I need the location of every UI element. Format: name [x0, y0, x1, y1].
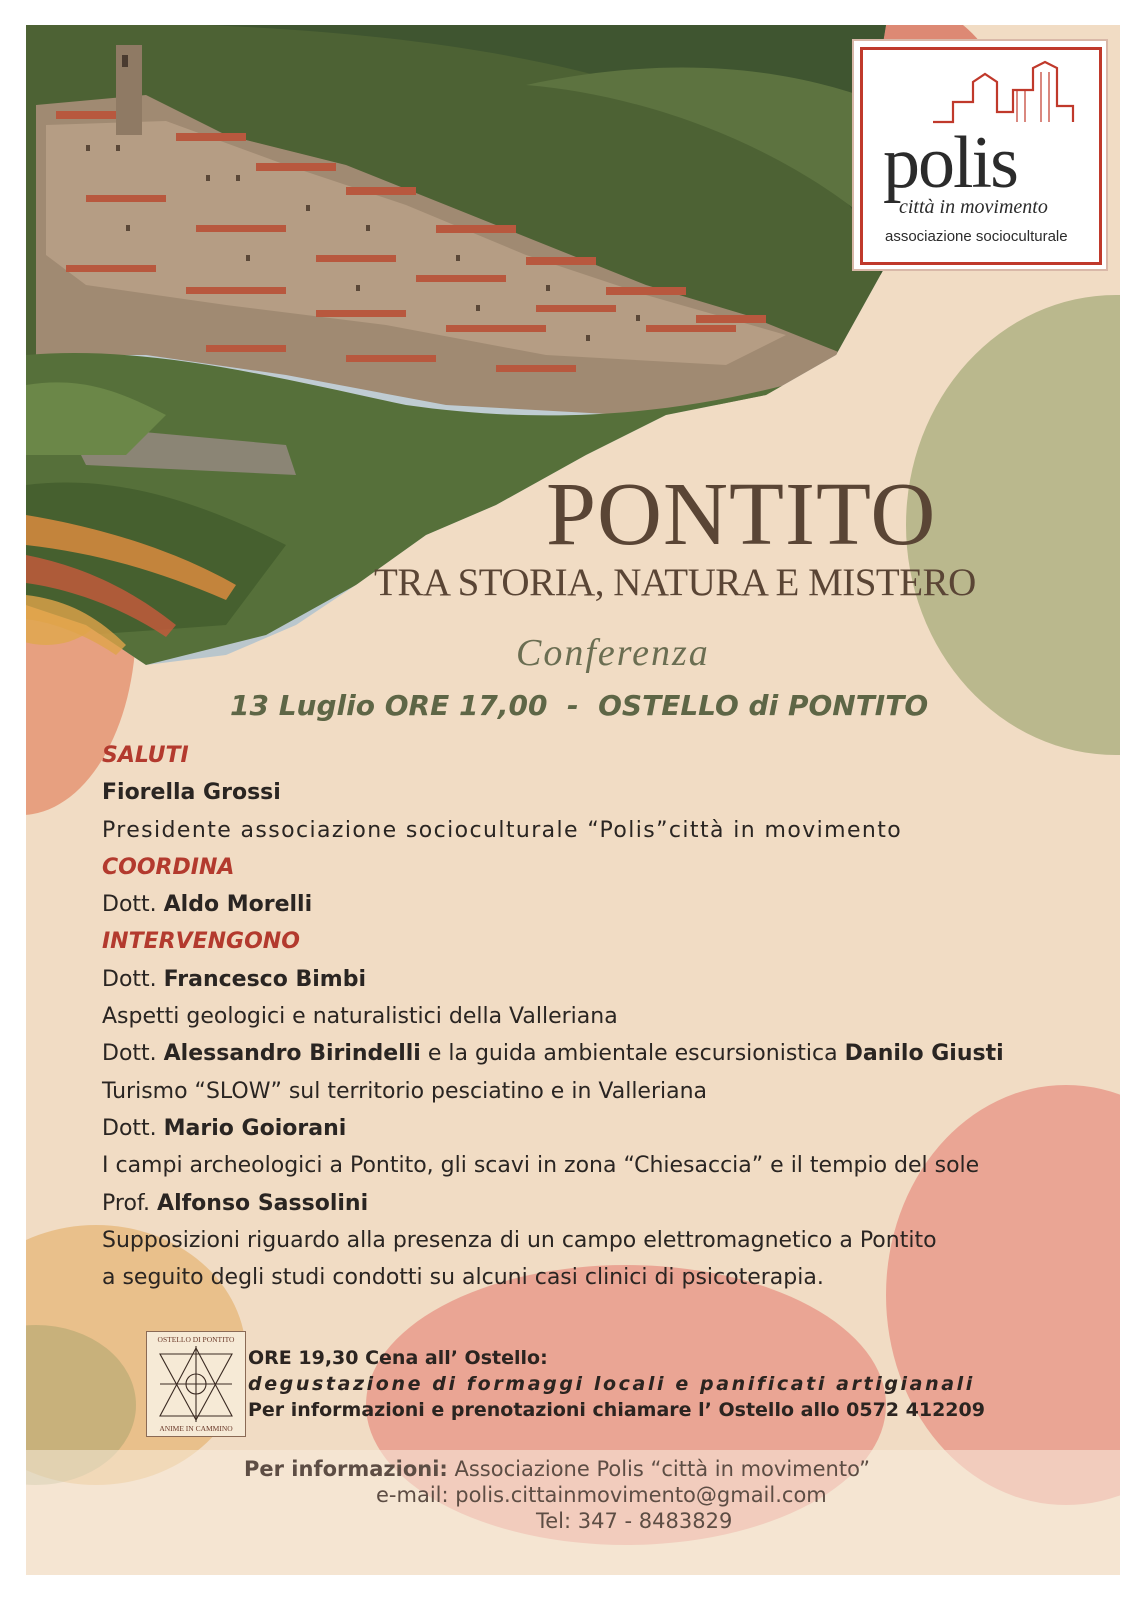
program-line [102, 1110, 1102, 1147]
speaker-name: Fiorella Grossi [102, 780, 281, 806]
talk-topic: Aspetti geologici e naturalistici della Valleriana [102, 1004, 618, 1030]
dinner-menu: degustazione di formaggi locali e panificati artigianali [248, 1373, 975, 1395]
program-line [102, 1035, 1102, 1072]
polis-wordmark: polis [883, 122, 1017, 204]
poster-title: PONTITO [546, 465, 937, 564]
honorific: Dott. [102, 966, 164, 992]
poster [26, 25, 1120, 1575]
footer-email: e-mail: polis.cittainmovimento@gmail.com [376, 1483, 827, 1507]
program-list [102, 737, 1102, 1296]
honorific: Dott. [102, 1041, 164, 1067]
speaker-name: Alfonso Sassolini [157, 1190, 369, 1216]
footer-label: Per informazioni: [244, 1457, 448, 1481]
dinner-booking: Per informazioni e prenotazioni chiamare l’ Ostello allo 0572 412209 [248, 1399, 985, 1421]
speaker-role: Presidente associazione socioculturale “Polis”città in movimento [102, 817, 903, 843]
talk-topic: Supposizioni riguardo alla presenza di un campo elettromagnetico a Pontito [102, 1227, 937, 1253]
speaker-name: Danilo Giusti [844, 1041, 1004, 1067]
polis-subtitle: associazione socioculturale [885, 228, 1068, 245]
speaker-name: Francesco Bimbi [163, 966, 367, 992]
footer-phone: Tel: 347 - 8483829 [536, 1509, 733, 1533]
dinner-info [248, 1345, 985, 1423]
ostello-logo [146, 1331, 246, 1437]
footer-info-line [244, 1457, 870, 1481]
section-label-intervengono: INTERVENGONO [102, 929, 300, 955]
ostello-logo-top-text: OSTELLO DI PONTITO [157, 1335, 235, 1344]
section-label-saluti: SALUTI [102, 743, 189, 768]
polis-logo-frame [860, 47, 1102, 265]
program-line [102, 1185, 1102, 1222]
section-label-coordina: COORDINA [102, 854, 235, 880]
program-line [102, 886, 1102, 923]
honorific: Dott. [102, 1115, 164, 1141]
talk-topic: I campi archeologici a Pontito, gli scavi in zona “Chiesaccia” e il tempio del sole [102, 1153, 980, 1179]
event-type: Conferenza [516, 632, 710, 674]
poster-subtitle: TRA STORIA, NATURA E MISTERO [374, 561, 976, 604]
honorific: Dott. [102, 892, 164, 918]
footer-organization: Associazione Polis “città in movimento” [447, 1457, 871, 1481]
polis-logo [852, 39, 1108, 271]
talk-topic: Turismo “SLOW” sul territorio pesciatino e in Valleriana [102, 1078, 708, 1104]
speaker-name: Mario Goiorani [163, 1115, 347, 1141]
polis-tagline: città in movimento [899, 196, 1048, 218]
dinner-time: ORE 19,30 Cena all’ Ostello: [248, 1347, 548, 1369]
honorific: Prof. [102, 1190, 158, 1216]
speaker-name: Aldo Morelli [163, 892, 313, 918]
ostello-logo-bottom-text: ANIME IN CAMMINO [159, 1424, 233, 1433]
speaker-name: Alessandro Birindelli [163, 1041, 421, 1067]
event-date-location: 13 Luglio ORE 17,00 - OSTELLO di PONTITO [230, 689, 929, 722]
program-line [102, 961, 1102, 998]
connector-text: e la guida ambientale escursionistica [420, 1041, 845, 1067]
talk-topic: a seguito degli studi condotti su alcuni casi clinici di psicoterapia. [102, 1265, 824, 1291]
star-diagram-icon [156, 1346, 236, 1422]
city-skyline-icon [933, 60, 1093, 130]
